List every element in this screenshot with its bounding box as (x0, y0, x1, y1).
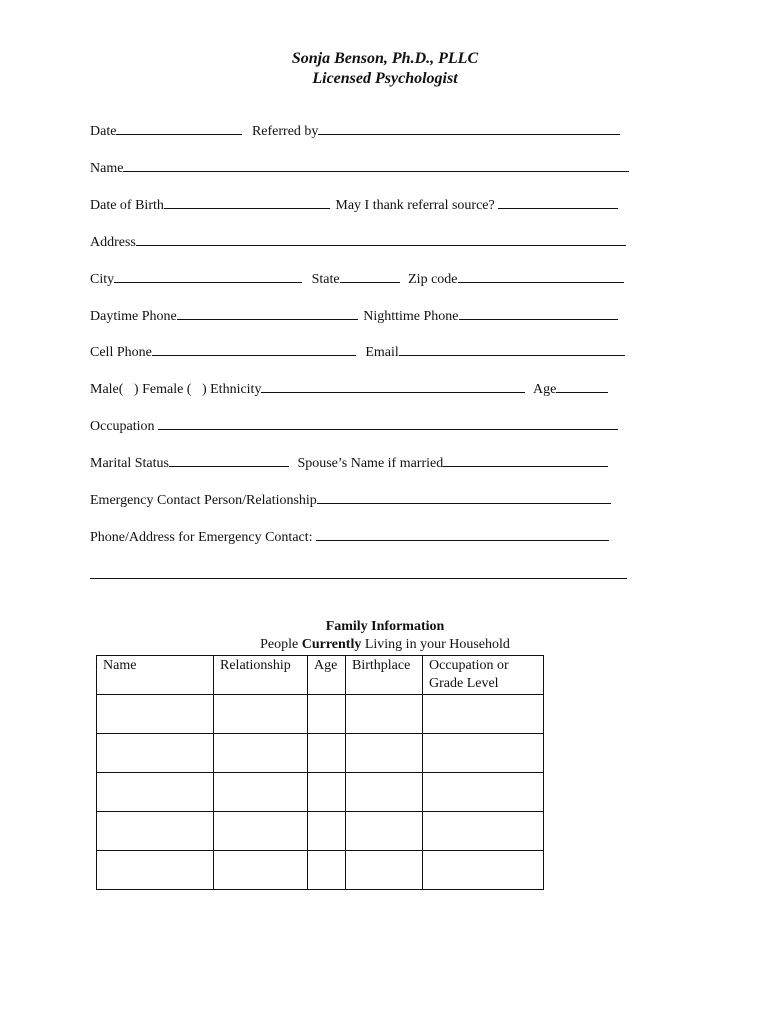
address-field[interactable] (136, 232, 626, 246)
cell-birthplace[interactable] (346, 812, 423, 851)
cell-name[interactable] (97, 773, 214, 812)
row-city (90, 269, 624, 289)
cell-name[interactable] (97, 734, 214, 773)
cell-age[interactable] (308, 734, 346, 773)
family-title: Family Information (325, 619, 445, 634)
spouse-name-field[interactable] (443, 453, 608, 467)
table-row (97, 695, 544, 734)
nighttime-phone-field[interactable] (459, 306, 618, 320)
cell-name[interactable] (97, 812, 214, 851)
cell-phone-label: Cell Phone (90, 345, 152, 360)
col-name: Name (97, 656, 214, 695)
emergency-phone-field[interactable] (316, 527, 609, 541)
thank-referral-field[interactable] (498, 195, 618, 209)
col-relationship: Relationship (214, 656, 308, 695)
state-field[interactable] (340, 269, 400, 283)
nighttime-phone-label: Nighttime Phone (363, 309, 459, 324)
cell-birthplace[interactable] (346, 773, 423, 812)
city-label: City (90, 272, 115, 287)
cell-name[interactable] (97, 695, 214, 734)
cell-age[interactable] (308, 773, 346, 812)
row-gender (90, 379, 608, 399)
col-birthplace: Birthplace (346, 656, 423, 695)
row-address (90, 232, 626, 252)
cell-phone-field[interactable] (152, 342, 356, 356)
row-name (90, 158, 629, 178)
family-subtitle: People Currently Living in your Household (260, 637, 510, 652)
table-row (97, 812, 544, 851)
practice-title: Licensed Psychologist (312, 70, 458, 87)
city-field[interactable] (114, 269, 302, 283)
cell-age[interactable] (308, 695, 346, 734)
state-label: State (311, 272, 340, 287)
row-dob (90, 195, 618, 215)
date-field[interactable] (116, 121, 242, 135)
cell-occupation[interactable] (423, 695, 544, 734)
address-label: Address (90, 235, 136, 250)
marital-status-field[interactable] (169, 453, 289, 467)
age-field[interactable] (556, 379, 608, 393)
cell-age[interactable] (308, 812, 346, 851)
cell-occupation[interactable] (423, 773, 544, 812)
cell-occupation[interactable] (423, 734, 544, 773)
household-table (96, 655, 544, 890)
cell-relationship[interactable] (214, 773, 308, 812)
row-emergency (90, 490, 611, 510)
row-date (90, 121, 620, 141)
occupation-label: Occupation (90, 419, 155, 434)
row-cell (90, 342, 625, 362)
col-occupation: Occupation or Grade Level (423, 656, 544, 695)
row-phone (90, 306, 618, 326)
emergency-phone-label: Phone/Address for Emergency Contact: (90, 530, 313, 545)
practice-name: Sonja Benson, Ph.D., PLLC (291, 50, 479, 67)
cell-occupation[interactable] (423, 851, 544, 890)
cell-name[interactable] (97, 851, 214, 890)
cell-birthplace[interactable] (346, 695, 423, 734)
daytime-phone-field[interactable] (177, 306, 358, 320)
row-emergency-phone (90, 527, 609, 547)
cell-occupation[interactable] (423, 812, 544, 851)
row-marital (90, 453, 608, 473)
emergency-contact-label: Emergency Contact Person/Relationship (90, 493, 317, 508)
marital-status-label: Marital Status (90, 456, 169, 471)
table-row (97, 734, 544, 773)
table-header-row (97, 656, 544, 695)
cell-birthplace[interactable] (346, 851, 423, 890)
emergency-contact-field[interactable] (317, 490, 611, 504)
cell-relationship[interactable] (214, 851, 308, 890)
cell-relationship[interactable] (214, 695, 308, 734)
daytime-phone-label: Daytime Phone (90, 309, 177, 324)
zip-field[interactable] (458, 269, 624, 283)
row-occupation (90, 416, 618, 436)
ethnicity-label: Ethnicity (210, 382, 262, 397)
dob-field[interactable] (164, 195, 330, 209)
thank-referral-label: May I thank referral source? (335, 198, 495, 213)
occupation-field[interactable] (158, 416, 618, 430)
dob-label: Date of Birth (90, 198, 164, 213)
referred-by-label: Referred by (251, 124, 319, 139)
email-label: Email (365, 345, 399, 360)
emergency-phone-continuation-line[interactable] (90, 578, 627, 579)
female-checkbox[interactable]: Female ( ) (142, 382, 207, 397)
age-label: Age (532, 382, 557, 397)
zip-label: Zip code (408, 272, 458, 287)
email-field[interactable] (399, 342, 625, 356)
letterhead (0, 49, 770, 89)
name-field[interactable] (123, 158, 629, 172)
table-row (97, 773, 544, 812)
cell-relationship[interactable] (214, 734, 308, 773)
name-label: Name (90, 161, 124, 176)
male-checkbox[interactable]: Male( ) (90, 382, 139, 397)
cell-birthplace[interactable] (346, 734, 423, 773)
spouse-name-label: Spouse’s Name if married (297, 456, 444, 471)
cell-age[interactable] (308, 851, 346, 890)
referred-by-field[interactable] (318, 121, 620, 135)
table-row (97, 851, 544, 890)
cell-relationship[interactable] (214, 812, 308, 851)
ethnicity-field[interactable] (261, 379, 525, 393)
date-label: Date (90, 124, 117, 139)
col-age: Age (308, 656, 346, 695)
